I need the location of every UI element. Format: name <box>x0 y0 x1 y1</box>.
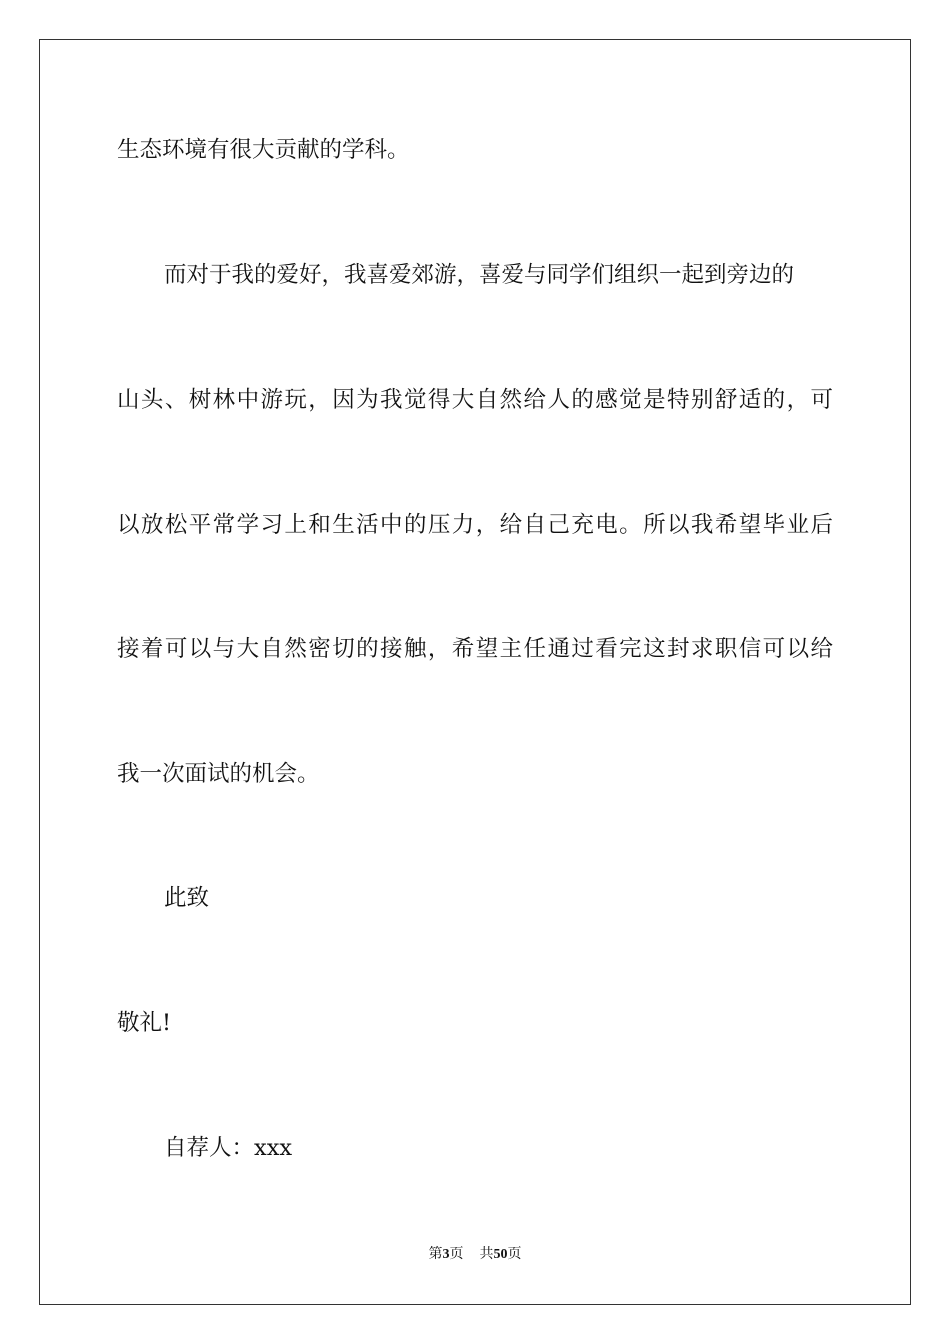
paragraph-line-5: 接着可以与大自然密切的接触，希望主任通过看完这封求职信可以给 <box>117 636 833 662</box>
page-frame <box>39 39 911 1305</box>
total-pages: 50 <box>493 1247 508 1262</box>
page-prefix: 第 <box>428 1247 443 1262</box>
page-suffix: 页 <box>449 1247 464 1262</box>
paragraph-line-3: 山头、树林中游玩，因为我觉得大自然给人的感觉是特别舒适的，可 <box>117 387 833 413</box>
paragraph-line-4: 以放松平常学习上和生活中的压力，给自己充电。所以我希望毕业后 <box>117 512 833 538</box>
paragraph-line-6: 我一次面试的机会。 <box>117 761 320 787</box>
total-suffix: 页 <box>507 1247 522 1262</box>
paragraph-line-1: 生态环境有很大贡献的学科。 <box>117 137 410 163</box>
closing-salutation: 此致 <box>164 885 210 911</box>
page-number: 3 <box>442 1247 450 1262</box>
signature-line: 自荐人：xxx <box>164 1135 293 1161</box>
paragraph-line-2: 而对于我的爱好，我喜爱郊游，喜爱与同学们组织一起到旁边的 <box>164 262 795 288</box>
total-prefix: 共 <box>479 1247 494 1262</box>
page-footer <box>0 1245 950 1265</box>
closing-regards: 敬礼! <box>117 1010 172 1036</box>
